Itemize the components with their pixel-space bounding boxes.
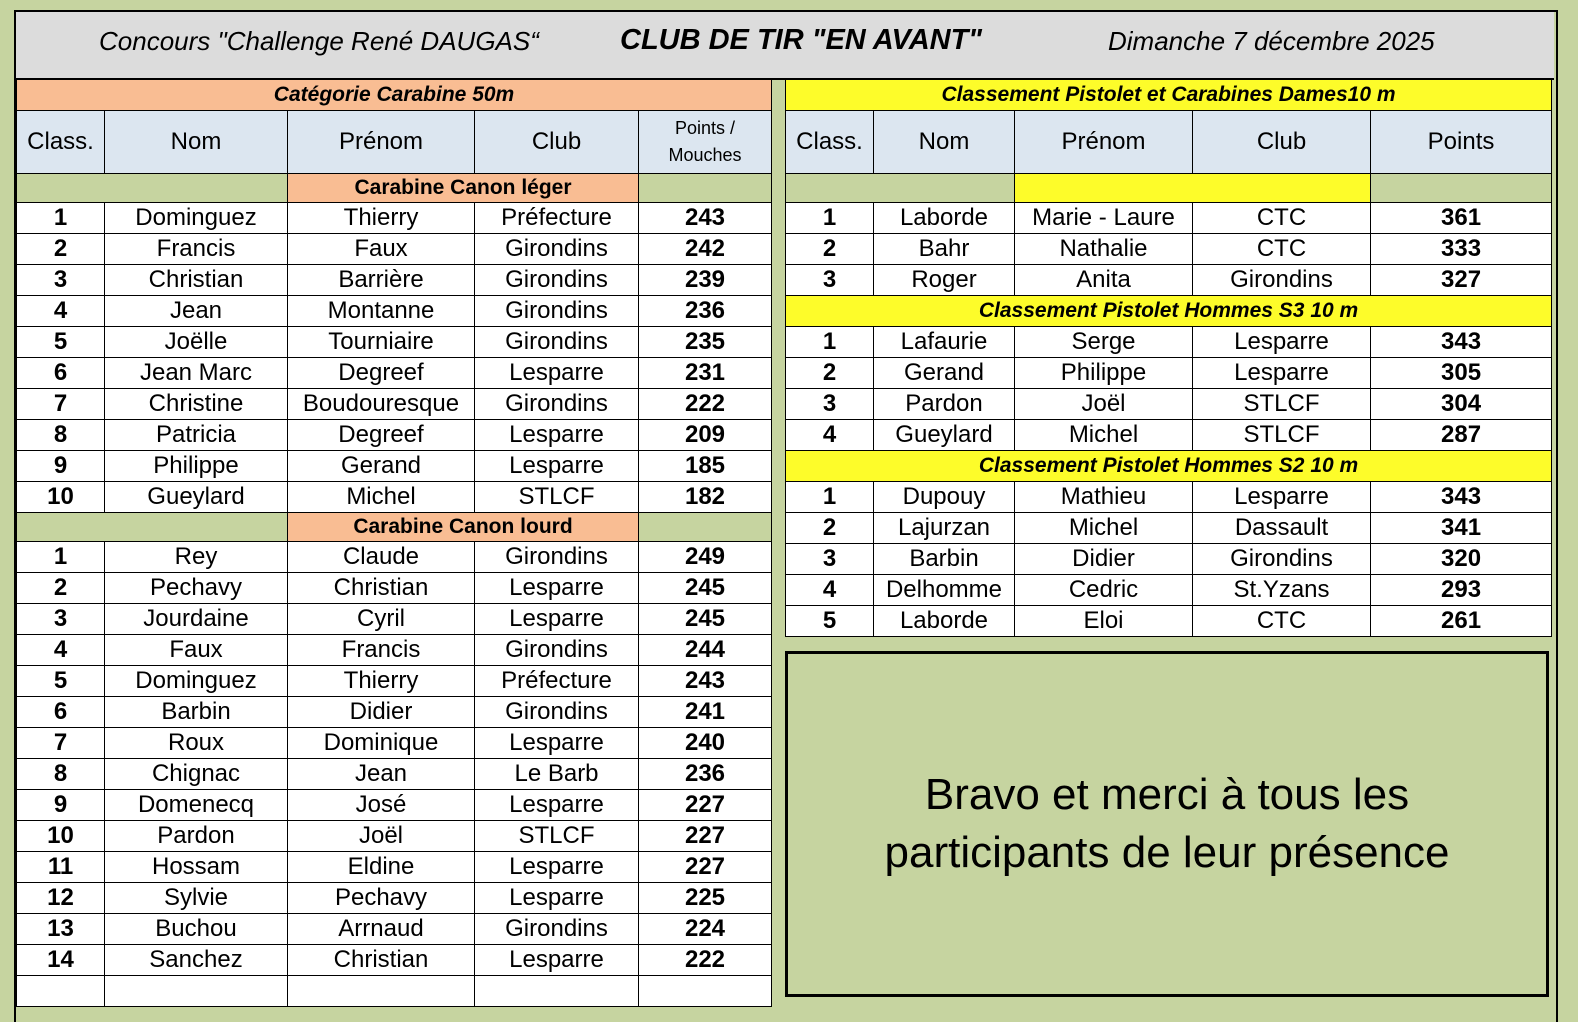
table-row (17, 542, 772, 573)
table-row (17, 358, 772, 389)
last-name-cell: Jean Marc (105, 358, 288, 389)
rank-cell: 9 (17, 790, 105, 821)
first-name-cell: Joël (1015, 389, 1193, 420)
table-row (786, 606, 1552, 637)
last-name-cell: Pardon (874, 389, 1015, 420)
club-cell: Girondins (475, 234, 639, 265)
subsection-header-canon-lourd (17, 513, 772, 542)
rank-cell: 5 (17, 327, 105, 358)
competition-title: Concours "Challenge René DAUGAS“ (99, 26, 539, 56)
points-cell: 222 (639, 945, 772, 976)
column-header: Points (1371, 111, 1552, 174)
last-name-cell: Sylvie (105, 883, 288, 914)
club-cell: Lesparre (475, 883, 639, 914)
column-header: Prénom (1015, 111, 1193, 174)
hommes-s2-rows (786, 482, 1552, 637)
section-title: Classement Pistolet et Carabines Dames10 m (786, 80, 1552, 111)
rank-cell: 3 (786, 544, 874, 575)
table-row (786, 513, 1552, 544)
rank-cell: 4 (786, 420, 874, 451)
table-row (17, 573, 772, 604)
last-name-cell: Gerand (874, 358, 1015, 389)
table-row (17, 852, 772, 883)
points-cell: 222 (639, 389, 772, 420)
points-cell: 224 (639, 914, 772, 945)
canon-leger-rows (17, 203, 772, 513)
last-name-cell: Domenecq (105, 790, 288, 821)
column-header: Class. (17, 111, 105, 174)
club-cell: CTC (1193, 234, 1371, 265)
first-name-cell: Claude (288, 542, 475, 573)
points-cell: 225 (639, 883, 772, 914)
first-name-cell: Nathalie (1015, 234, 1193, 265)
spacer-row (786, 174, 1552, 203)
points-cell: 241 (639, 697, 772, 728)
rank-cell: 3 (17, 604, 105, 635)
rank-cell: 10 (17, 482, 105, 513)
first-name-cell: Didier (288, 697, 475, 728)
empty-cell (17, 976, 105, 1007)
table-row (17, 635, 772, 666)
first-name-cell: Michel (1015, 513, 1193, 544)
club-cell: Girondins (475, 697, 639, 728)
last-name-cell: Pardon (105, 821, 288, 852)
club-cell: STLCF (1193, 420, 1371, 451)
empty-cell (475, 976, 639, 1007)
club-cell: Lesparre (475, 604, 639, 635)
rank-cell: 4 (17, 296, 105, 327)
last-name-cell: Dominguez (105, 666, 288, 697)
first-name-cell: Tourniaire (288, 327, 475, 358)
canon-lourd-rows (17, 542, 772, 976)
table-row (17, 203, 772, 234)
rank-cell: 12 (17, 883, 105, 914)
last-name-cell: Philippe (105, 451, 288, 482)
club-cell: Lesparre (475, 945, 639, 976)
first-name-cell: Dominique (288, 728, 475, 759)
club-cell: Lesparre (1193, 482, 1371, 513)
club-cell: Girondins (475, 542, 639, 573)
section-header-hommes-s3 (786, 296, 1552, 327)
table-row (17, 604, 772, 635)
first-name-cell: Gerand (288, 451, 475, 482)
subsection-header-canon-leger (17, 174, 772, 203)
points-cell: 236 (639, 759, 772, 790)
rank-cell: 7 (17, 728, 105, 759)
last-name-cell: Buchou (105, 914, 288, 945)
points-cell: 249 (639, 542, 772, 573)
empty-cell (639, 513, 772, 542)
first-name-cell: Didier (1015, 544, 1193, 575)
last-name-cell: Sanchez (105, 945, 288, 976)
column-headers (786, 111, 1552, 174)
last-name-cell: Christine (105, 389, 288, 420)
first-name-cell: Jean (288, 759, 475, 790)
club-cell: St.Yzans (1193, 575, 1371, 606)
hommes-s3-rows (786, 327, 1552, 451)
last-name-cell: Jean (105, 296, 288, 327)
first-name-cell: Eldine (288, 852, 475, 883)
first-name-cell: Faux (288, 234, 475, 265)
table-row (786, 575, 1552, 606)
first-name-cell: Mathieu (1015, 482, 1193, 513)
table-row (17, 759, 772, 790)
table-row (786, 234, 1552, 265)
points-cell: 227 (639, 790, 772, 821)
rank-cell: 1 (786, 482, 874, 513)
club-cell: Lesparre (1193, 358, 1371, 389)
club-cell: STLCF (475, 821, 639, 852)
rank-cell: 2 (786, 358, 874, 389)
club-cell: Lesparre (1193, 327, 1371, 358)
empty-cell (1371, 174, 1552, 203)
first-name-cell: Boudouresque (288, 389, 475, 420)
table-row (17, 728, 772, 759)
thank-you-message: Bravo et merci à tous les participants de leur présence (884, 770, 1450, 877)
table-row (17, 821, 772, 852)
rank-cell: 2 (17, 234, 105, 265)
club-cell: Lesparre (475, 573, 639, 604)
rank-cell: 2 (17, 573, 105, 604)
rank-cell: 5 (786, 606, 874, 637)
rank-cell: 9 (17, 451, 105, 482)
points-cell: 333 (1371, 234, 1552, 265)
club-cell: Girondins (475, 389, 639, 420)
club-cell: Girondins (475, 635, 639, 666)
last-name-cell: Barbin (874, 544, 1015, 575)
rank-cell: 5 (17, 666, 105, 697)
column-header: Nom (105, 111, 288, 174)
first-name-cell: Thierry (288, 666, 475, 697)
club-cell: Le Barb (475, 759, 639, 790)
table-row (17, 389, 772, 420)
empty-cell (639, 174, 772, 203)
carabine-50m-table (16, 79, 772, 1007)
last-name-cell: Patricia (105, 420, 288, 451)
rank-cell: 6 (17, 697, 105, 728)
points-cell: 304 (1371, 389, 1552, 420)
last-name-cell: Joëlle (105, 327, 288, 358)
last-name-cell: Gueylard (874, 420, 1015, 451)
rank-cell: 1 (17, 203, 105, 234)
empty-cell (639, 976, 772, 1007)
last-name-cell: Barbin (105, 697, 288, 728)
table-row (17, 265, 772, 296)
table-row (786, 482, 1552, 513)
points-cell: 242 (639, 234, 772, 265)
points-cell: 240 (639, 728, 772, 759)
points-cell: 343 (1371, 482, 1552, 513)
first-name-cell: Thierry (288, 203, 475, 234)
points-cell: 245 (639, 604, 772, 635)
table-row (17, 234, 772, 265)
first-name-cell: Joël (288, 821, 475, 852)
section-header-hommes-s2 (786, 451, 1552, 482)
column-header: Prénom (288, 111, 475, 174)
points-cell: 185 (639, 451, 772, 482)
club-cell: Girondins (475, 265, 639, 296)
section-header-carabine-50m (17, 80, 772, 111)
club-cell: Lesparre (475, 358, 639, 389)
last-name-cell: Dupouy (874, 482, 1015, 513)
points-cell: 320 (1371, 544, 1552, 575)
empty-cell (288, 976, 475, 1007)
points-cell: 327 (1371, 265, 1552, 296)
empty-row (17, 976, 772, 1007)
empty-cell (1015, 174, 1371, 203)
subsection-title: Carabine Canon lourd (288, 513, 639, 542)
points-cell: 244 (639, 635, 772, 666)
section-title: Classement Pistolet Hommes S2 10 m (786, 451, 1552, 482)
column-header: Class. (786, 111, 874, 174)
first-name-cell: Philippe (1015, 358, 1193, 389)
column-headers (17, 111, 772, 174)
last-name-cell: Francis (105, 234, 288, 265)
table-row (17, 482, 772, 513)
section-title: Classement Pistolet Hommes S3 10 m (786, 296, 1552, 327)
club-title: CLUB DE TIR "EN AVANT" (620, 24, 983, 56)
points-cell: 227 (639, 852, 772, 883)
club-cell: Lesparre (475, 728, 639, 759)
rank-cell: 1 (17, 542, 105, 573)
last-name-cell: Christian (105, 265, 288, 296)
points-cell: 239 (639, 265, 772, 296)
empty-cell (17, 174, 288, 203)
points-cell: 236 (639, 296, 772, 327)
last-name-cell: Laborde (874, 606, 1015, 637)
last-name-cell: Lajurzan (874, 513, 1015, 544)
points-cell: 231 (639, 358, 772, 389)
last-name-cell: Dominguez (105, 203, 288, 234)
table-row (786, 327, 1552, 358)
last-name-cell: Jourdaine (105, 604, 288, 635)
club-cell: Lesparre (475, 451, 639, 482)
rank-cell: 11 (17, 852, 105, 883)
points-cell: 343 (1371, 327, 1552, 358)
last-name-cell: Faux (105, 635, 288, 666)
club-cell: STLCF (475, 482, 639, 513)
points-cell: 243 (639, 666, 772, 697)
table-row (786, 420, 1552, 451)
table-row (17, 666, 772, 697)
first-name-cell: Degreef (288, 420, 475, 451)
section-header-dames (786, 80, 1552, 111)
points-cell: 361 (1371, 203, 1552, 234)
table-row (786, 358, 1552, 389)
last-name-cell: Rey (105, 542, 288, 573)
club-cell: Lesparre (475, 420, 639, 451)
thank-you-box (785, 651, 1549, 997)
first-name-cell: Montanne (288, 296, 475, 327)
first-name-cell: José (288, 790, 475, 821)
subsection-title: Carabine Canon léger (288, 174, 639, 203)
club-cell: Préfecture (475, 666, 639, 697)
club-cell: CTC (1193, 606, 1371, 637)
table-row (17, 296, 772, 327)
club-cell: Girondins (475, 914, 639, 945)
rank-cell: 14 (17, 945, 105, 976)
points-cell: 287 (1371, 420, 1552, 451)
club-cell: Girondins (475, 327, 639, 358)
section-title: Catégorie Carabine 50m (17, 80, 772, 111)
first-name-cell: Michel (1015, 420, 1193, 451)
rank-cell: 8 (17, 759, 105, 790)
first-name-cell: Anita (1015, 265, 1193, 296)
table-row (786, 265, 1552, 296)
column-header: Club (1193, 111, 1371, 174)
last-name-cell: Bahr (874, 234, 1015, 265)
table-row (17, 451, 772, 482)
rank-cell: 2 (786, 234, 874, 265)
column-header: Points / Mouches (639, 111, 772, 174)
last-name-cell: Chignac (105, 759, 288, 790)
table-row (17, 883, 772, 914)
table-row (17, 790, 772, 821)
rank-cell: 3 (786, 265, 874, 296)
points-cell: 182 (639, 482, 772, 513)
pistolet-10m-table (785, 79, 1552, 637)
last-name-cell: Hossam (105, 852, 288, 883)
points-cell: 293 (1371, 575, 1552, 606)
club-cell: Dassault (1193, 513, 1371, 544)
first-name-cell: Cedric (1015, 575, 1193, 606)
table-row (786, 389, 1552, 420)
club-cell: STLCF (1193, 389, 1371, 420)
rank-cell: 1 (786, 203, 874, 234)
rank-cell: 6 (17, 358, 105, 389)
points-cell: 209 (639, 420, 772, 451)
club-cell: Lesparre (475, 790, 639, 821)
first-name-cell: Serge (1015, 327, 1193, 358)
points-cell: 243 (639, 203, 772, 234)
rank-cell: 13 (17, 914, 105, 945)
club-cell: Girondins (1193, 544, 1371, 575)
first-name-cell: Eloi (1015, 606, 1193, 637)
rank-cell: 2 (786, 513, 874, 544)
last-name-cell: Lafaurie (874, 327, 1015, 358)
first-name-cell: Christian (288, 573, 475, 604)
empty-cell (786, 174, 1015, 203)
table-row (17, 914, 772, 945)
rank-cell: 10 (17, 821, 105, 852)
last-name-cell: Roger (874, 265, 1015, 296)
table-row (17, 697, 772, 728)
table-row (17, 327, 772, 358)
rank-cell: 3 (786, 389, 874, 420)
first-name-cell: Cyril (288, 604, 475, 635)
rank-cell: 1 (786, 327, 874, 358)
title-bar (16, 12, 1554, 80)
points-cell: 227 (639, 821, 772, 852)
dames-rows (786, 203, 1552, 296)
last-name-cell: Pechavy (105, 573, 288, 604)
first-name-cell: Michel (288, 482, 475, 513)
points-cell: 341 (1371, 513, 1552, 544)
points-cell: 261 (1371, 606, 1552, 637)
last-name-cell: Gueylard (105, 482, 288, 513)
table-row (17, 420, 772, 451)
club-cell: Lesparre (475, 852, 639, 883)
table-row (786, 203, 1552, 234)
table-row (786, 544, 1552, 575)
club-cell: CTC (1193, 203, 1371, 234)
club-cell: Girondins (1193, 265, 1371, 296)
rank-cell: 4 (786, 575, 874, 606)
club-cell: Girondins (475, 296, 639, 327)
first-name-cell: Degreef (288, 358, 475, 389)
club-cell: Préfecture (475, 203, 639, 234)
column-header: Club (475, 111, 639, 174)
first-name-cell: Francis (288, 635, 475, 666)
first-name-cell: Marie - Laure (1015, 203, 1193, 234)
column-header: Nom (874, 111, 1015, 174)
empty-cell (105, 976, 288, 1007)
first-name-cell: Christian (288, 945, 475, 976)
first-name-cell: Barrière (288, 265, 475, 296)
rank-cell: 4 (17, 635, 105, 666)
last-name-cell: Roux (105, 728, 288, 759)
event-date: Dimanche 7 décembre 2025 (1108, 26, 1435, 56)
first-name-cell: Pechavy (288, 883, 475, 914)
points-cell: 235 (639, 327, 772, 358)
points-cell: 245 (639, 573, 772, 604)
table-row (17, 945, 772, 976)
empty-cell (17, 513, 288, 542)
first-name-cell: Arrnaud (288, 914, 475, 945)
last-name-cell: Laborde (874, 203, 1015, 234)
rank-cell: 3 (17, 265, 105, 296)
rank-cell: 7 (17, 389, 105, 420)
points-cell: 305 (1371, 358, 1552, 389)
rank-cell: 8 (17, 420, 105, 451)
last-name-cell: Delhomme (874, 575, 1015, 606)
